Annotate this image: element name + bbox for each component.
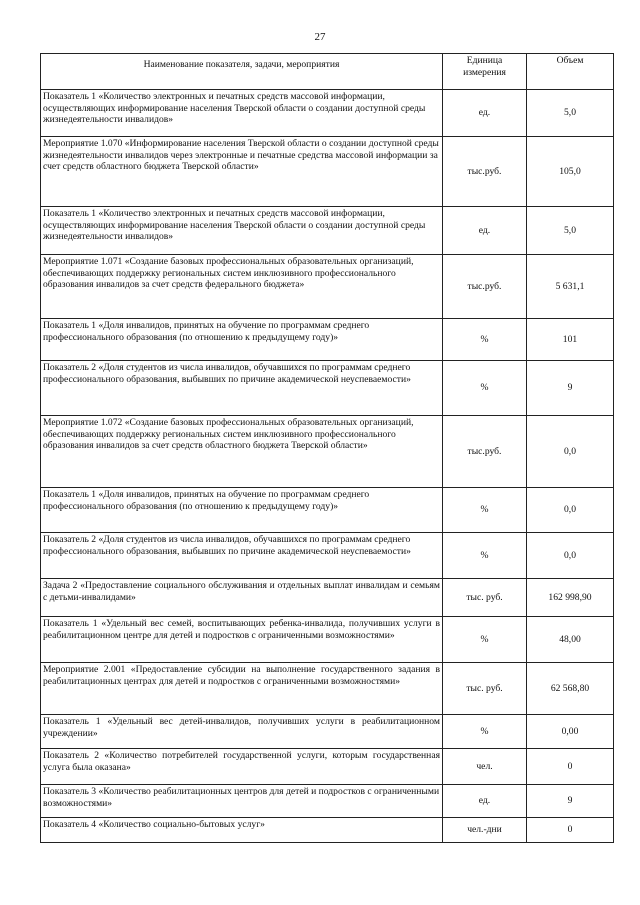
table-row <box>41 416 614 488</box>
row-volume: 0,0 <box>527 488 614 533</box>
row-unit: % <box>443 319 527 361</box>
table-row <box>41 663 614 715</box>
row-unit: ед. <box>443 785 527 818</box>
row-volume: 0 <box>527 818 614 843</box>
row-unit: % <box>443 533 527 579</box>
row-name: Показатель 4 «Количество социально-бытовых услуг» <box>41 818 443 843</box>
row-name: Мероприятие 1.072 «Создание базовых профессиональных образовательных организаций, обеспечивающих поддержку региональных систем инклюзивного профессионального образования инвалидов за счет средств областного бюджета Тверской области» <box>41 416 443 488</box>
row-name: Мероприятие 2.001 «Предоставление субсидии на выполнение государственного задания в реабилитационных центрах для детей и подростков с ограниченными возможностями» <box>41 663 443 715</box>
row-volume: 0,00 <box>527 715 614 749</box>
row-name: Показатель 2 «Количество потребителей государственной услуги, которым государственная услуга была оказана» <box>41 749 443 785</box>
row-volume: 0 <box>527 749 614 785</box>
table-row <box>41 255 614 319</box>
column-header-name: Наименование показателя, задачи, мероприятия <box>41 54 443 90</box>
row-unit: чел.-дни <box>443 818 527 843</box>
row-name: Показатель 1 «Доля инвалидов, принятых на обучение по программам среднего профессионального образования (по отношению к предыдущему году)» <box>41 488 443 533</box>
table-header-row <box>41 54 614 90</box>
table-row <box>41 90 614 137</box>
row-volume: 105,0 <box>527 137 614 207</box>
table-row <box>41 818 614 843</box>
row-volume: 62 568,80 <box>527 663 614 715</box>
row-volume: 48,00 <box>527 617 614 663</box>
table-row <box>41 785 614 818</box>
table-row <box>41 361 614 416</box>
table-row <box>41 533 614 579</box>
indicators-table <box>40 53 614 843</box>
row-name: Показатель 1 «Количество электронных и печатных средств массовой информации, осуществляющих информирование населения Тверской области о создании доступной среды жизнедеятельности инвалидов» <box>41 207 443 255</box>
row-name: Показатель 1 «Удельный вес детей-инвалидов, получивших услуги в реабилитационном учреждении» <box>41 715 443 749</box>
row-volume: 5 631,1 <box>527 255 614 319</box>
row-unit: чел. <box>443 749 527 785</box>
row-unit: ед. <box>443 90 527 137</box>
row-unit: ед. <box>443 207 527 255</box>
column-header-volume: Объем <box>527 54 614 90</box>
table-row <box>41 715 614 749</box>
row-volume: 0,0 <box>527 533 614 579</box>
row-unit: тыс.руб. <box>443 137 527 207</box>
row-name: Показатель 3 «Количество реабилитационных центров для детей и подростков с ограниченными возможностями» <box>41 785 443 818</box>
table-row <box>41 488 614 533</box>
table-row <box>41 579 614 617</box>
page-number: 27 <box>314 31 326 43</box>
row-unit: % <box>443 488 527 533</box>
table-row <box>41 319 614 361</box>
row-unit: тыс. руб. <box>443 663 527 715</box>
row-volume: 9 <box>527 361 614 416</box>
table-row <box>41 207 614 255</box>
row-unit: % <box>443 617 527 663</box>
row-volume: 5,0 <box>527 207 614 255</box>
row-volume: 0,0 <box>527 416 614 488</box>
row-unit: % <box>443 361 527 416</box>
table-row <box>41 749 614 785</box>
row-name: Показатель 1 «Удельный вес семей, воспитывающих ребенка-инвалида, получивших услуги в реабилитационном центре для детей и подростков с ограниченными возможностями» <box>41 617 443 663</box>
row-unit: % <box>443 715 527 749</box>
row-unit: тыс.руб. <box>443 416 527 488</box>
row-unit: тыс. руб. <box>443 579 527 617</box>
column-header-unit: Единица измерения <box>443 54 527 90</box>
row-volume: 101 <box>527 319 614 361</box>
row-name: Мероприятие 1.070 «Информирование населения Тверской области о создании доступной среды жизнедеятельности инвалидов через электронные и печатные средства массовой информации за счет средств областного бюджета Тверской области» <box>41 137 443 207</box>
row-name: Показатель 2 «Доля студентов из числа инвалидов, обучавшихся по программам среднего профессионального образования, выбывших по причине академической неуспеваемости» <box>41 361 443 416</box>
row-volume: 9 <box>527 785 614 818</box>
row-name: Показатель 1 «Количество электронных и печатных средств массовой информации, осуществляющих информирование населения Тверской области о создании доступной среды жизнедеятельности инвалидов» <box>41 90 443 137</box>
table-row <box>41 617 614 663</box>
row-unit: тыс.руб. <box>443 255 527 319</box>
table-row <box>41 137 614 207</box>
row-name: Показатель 2 «Доля студентов из числа инвалидов, обучавшихся по программам среднего профессионального образования, выбывших по причине академической неуспеваемости» <box>41 533 443 579</box>
row-volume: 162 998,90 <box>527 579 614 617</box>
row-name: Показатель 1 «Доля инвалидов, принятых на обучение по программам среднего профессионального образования (по отношению к предыдущему году)» <box>41 319 443 361</box>
row-volume: 5,0 <box>527 90 614 137</box>
row-name: Задача 2 «Предоставление социального обслуживания и отдельных выплат инвалидам и семьям с детьми-инвалидами» <box>41 579 443 617</box>
row-name: Мероприятие 1.071 «Создание базовых профессиональных образовательных организаций, обеспечивающих поддержку региональных систем инклюзивного профессионального образования инвалидов за счет средств федерального бюджета» <box>41 255 443 319</box>
